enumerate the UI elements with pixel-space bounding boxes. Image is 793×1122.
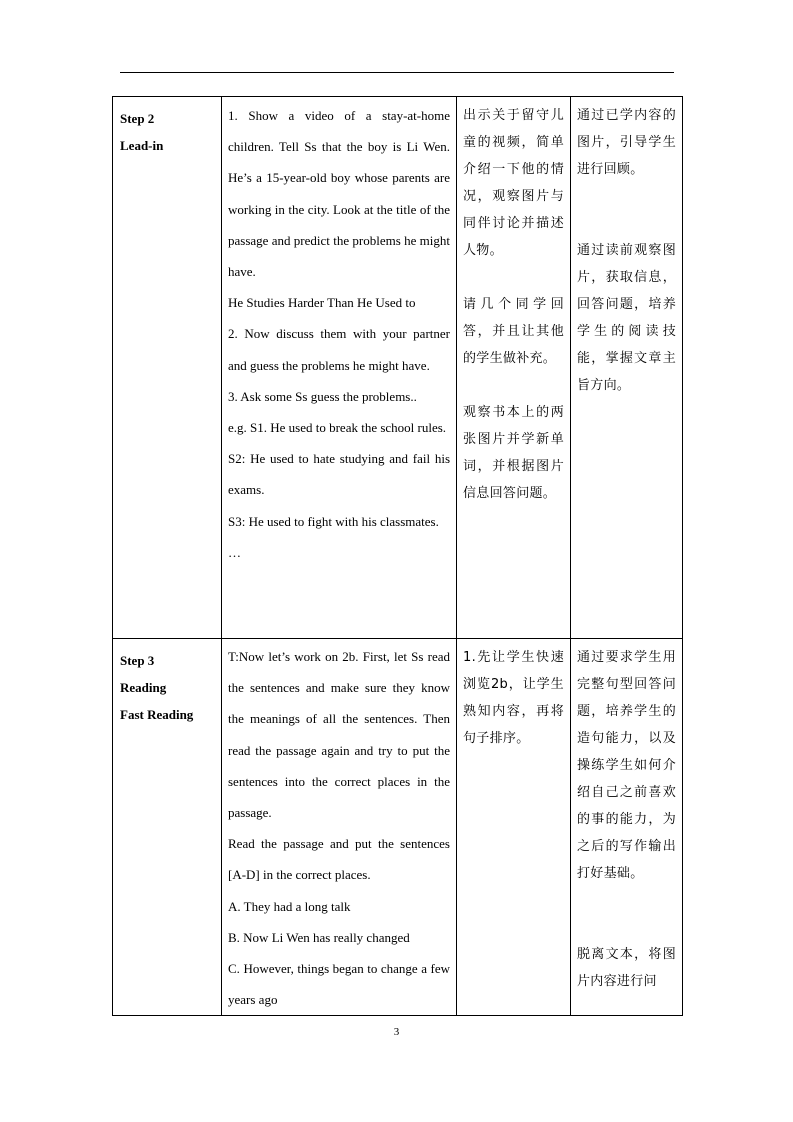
step-cell [113, 97, 222, 639]
activity-paragraph: C. However, things began to change a few years ago [228, 961, 450, 1008]
teacher-activity-cell [222, 639, 457, 1016]
step-subtitle: Fast Reading [120, 707, 194, 722]
purpose-paragraph: 通过已学内容的图片，引导学生进行回顾。 [577, 108, 676, 177]
student-activity-paragraph: 请几个同学回答，并且让其他的学生做补充。 [463, 297, 564, 366]
step-label: Step 2 [120, 111, 155, 126]
step-title: Reading [120, 680, 167, 695]
purpose-cell [571, 97, 683, 639]
activity-paragraph: Read the passage and put the sentences [A-D] in the correct places. [228, 836, 450, 883]
activity-paragraph: 3. Ask some Ss guess the problems.. [228, 388, 417, 404]
activity-paragraph: T:Now let’s work on 2b. First, let Ss read the sentences and make sure they know the meanings of all the sentences. Then read the passage again and try to put the sentences into the correct places in the passage. [228, 649, 450, 821]
activity-paragraph: A. They had a long talk [228, 898, 351, 914]
activity-paragraph: 1. Show a video of a stay-at-home children. Tell Ss that the boy is Li Wen. He’s a 15-year-old boy whose parents are working in the city. Look at the title of the passage and predict the problems he might have. [228, 108, 450, 280]
student-activity-paragraph: 出示关于留守儿童的视频，简单介绍一下他的情况，观察图片与同伴讨论并描述人物。 [463, 108, 564, 258]
table-row [113, 97, 683, 639]
purpose-paragraph: 通过要求学生用完整句型回答问题，培养学生的造句能力，以及操练学生如何介绍自己之前喜欢的事的能力，为之后的写作输出打好基础。 [577, 650, 676, 881]
activity-paragraph: B. Now Li Wen has really changed [228, 929, 410, 945]
table-row [113, 639, 683, 1016]
purpose-paragraph: 脱离文本，将图片内容进行问 [577, 947, 676, 989]
step-title: Lead-in [120, 138, 164, 153]
teacher-activity-cell [222, 97, 457, 639]
step-cell [113, 639, 222, 1016]
activity-paragraph: … [228, 544, 241, 560]
purpose-paragraph: 通过读前观察图片，获取信息，回答问题，培养学生的阅读技能，掌握文章主旨方向。 [577, 243, 676, 393]
purpose-cell [571, 639, 683, 1016]
header-rule [120, 72, 674, 73]
step-label: Step 3 [120, 653, 155, 668]
activity-paragraph: 2. Now discuss them with your partner and guess the problems he might have. [228, 326, 450, 373]
activity-paragraph: S2: He used to hate studying and fail his exams. [228, 451, 450, 498]
lesson-plan-table [112, 96, 683, 1016]
student-activity-paragraph: 1.先让学生快速浏览2b，让学生熟知内容，再将句子排序。 [463, 650, 564, 746]
activity-paragraph: e.g. S1. He used to break the school rules. [228, 420, 447, 436]
page-number: 3 [393, 1026, 400, 1038]
student-activity-cell [457, 639, 571, 1016]
activity-paragraph: S3: He used to fight with his classmates. [228, 513, 439, 529]
student-activity-cell [457, 97, 571, 639]
activity-paragraph: He Studies Harder Than He Used to [228, 295, 416, 311]
student-activity-paragraph: 观察书本上的两张图片并学新单词，并根据图片信息回答问题。 [463, 405, 564, 501]
